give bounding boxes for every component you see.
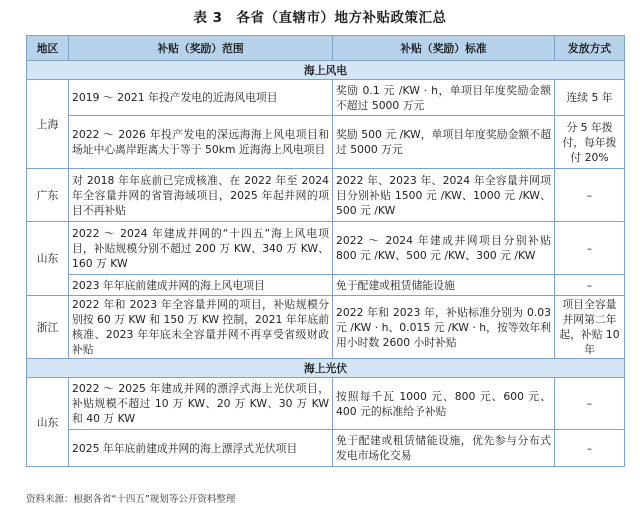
region-cell: 上海 bbox=[27, 80, 69, 169]
table-row bbox=[27, 275, 625, 296]
method-cell: – bbox=[555, 378, 625, 430]
method-cell: – bbox=[555, 430, 625, 467]
scope-cell: 2022 ～ 2025 年建成并网的漂浮式海上光伏项目，补贴规模不超过 10 万 KW、20 万 KW、30 万 KW 和 40 万 KW bbox=[69, 378, 333, 430]
subsidy-policy-table bbox=[26, 35, 625, 467]
header-method: 发放方式 bbox=[555, 36, 625, 61]
header-scope: 补贴（奖励）范围 bbox=[69, 36, 333, 61]
section-offshore-wind: 海上风电 bbox=[27, 61, 625, 80]
table-row bbox=[27, 296, 625, 359]
table-row bbox=[27, 378, 625, 430]
scope-cell: 2023 年年底前建成并网的海上风电项目 bbox=[69, 275, 333, 296]
scope-cell: 2019 ～ 2021 年投产发电的近海风电项目 bbox=[69, 80, 333, 116]
standard-cell: 2022 年、2023 年、2024 年全容量并网项目分别补贴 1500 元 /KW、1000 元 /KW、500 元 /KW bbox=[333, 169, 555, 222]
method-cell: 分 5 年拨付，每年拨付 20% bbox=[555, 116, 625, 169]
table-row bbox=[27, 169, 625, 222]
table-row bbox=[27, 222, 625, 275]
scope-cell: 对 2018 年年底前已完成核准、在 2022 年至 2024 年全容量并网的省管海域项目，2025 年起并网的项目不再补贴 bbox=[69, 169, 333, 222]
table-row bbox=[27, 80, 625, 116]
table-title: 表 3 各省（直辖市）地方补贴政策汇总 bbox=[193, 10, 447, 26]
method-cell: 项目全容量并网第二年起，补贴 10 年 bbox=[555, 296, 625, 359]
method-cell: – bbox=[555, 275, 625, 296]
section-offshore-solar: 海上光伏 bbox=[27, 359, 625, 378]
standard-cell: 按照每千瓦 1000 元、800 元、600 元、400 元的标准给予补贴 bbox=[333, 378, 555, 430]
scope-cell: 2022 年和 2023 年全容量并网的项目，补贴规模分别按 60 万 KW 和 150 万 KW 控制，2021 年年底前核准、2023 年年底未全容量并网不再享受省级财政补贴 bbox=[69, 296, 333, 359]
header-row bbox=[27, 36, 625, 61]
section-row bbox=[27, 61, 625, 80]
scope-cell: 2022 ～ 2026 年投产发电的深远海海上风电项目和场址中心离岸距离大于等于 50km 近海海上风电项目 bbox=[69, 116, 333, 169]
standard-cell: 奖励 0.1 元 /KW · h，单项目年度奖励金额不超过 5000 万元 bbox=[333, 80, 555, 116]
region-cell: 山东 bbox=[27, 378, 69, 467]
method-cell: – bbox=[555, 169, 625, 222]
standard-cell: 2022 年和 2023 年，补贴标准分别为 0.03 元 /KW · h、0.015 元 /KW · h，按等效年利用小时数 2600 小时补贴 bbox=[333, 296, 555, 359]
table-row bbox=[27, 430, 625, 467]
standard-cell: 免于配建或租赁储能设施，优先参与分布式发电市场化交易 bbox=[333, 430, 555, 467]
section-row bbox=[27, 359, 625, 378]
region-cell: 山东 bbox=[27, 222, 69, 296]
standard-cell: 免于配建或租赁储能设施 bbox=[333, 275, 555, 296]
source-note: 资料来源：根据各省“十四五”规划等公开资料整理 bbox=[26, 494, 236, 505]
header-region: 地区 bbox=[27, 36, 69, 61]
method-cell: 连续 5 年 bbox=[555, 80, 625, 116]
table-row bbox=[27, 116, 625, 169]
method-cell: – bbox=[555, 222, 625, 275]
standard-cell: 奖励 500 元 /KW，单项目年度奖励金额不超过 5000 万元 bbox=[333, 116, 555, 169]
scope-cell: 2022 ～ 2024 年建成并网的“十四五”海上风电项目，补贴规模分别不超过 200 万 KW、340 万 KW、160 万 KW bbox=[69, 222, 333, 275]
region-cell: 广东 bbox=[27, 169, 69, 222]
region-cell: 浙江 bbox=[27, 296, 69, 359]
scope-cell: 2025 年年底前建成并网的海上漂浮式光伏项目 bbox=[69, 430, 333, 467]
standard-cell: 2022 ～ 2024 年建成并网项目分别补贴 800 元 /KW、500 元 /KW、300 元 /KW bbox=[333, 222, 555, 275]
header-standard: 补贴（奖励）标准 bbox=[333, 36, 555, 61]
